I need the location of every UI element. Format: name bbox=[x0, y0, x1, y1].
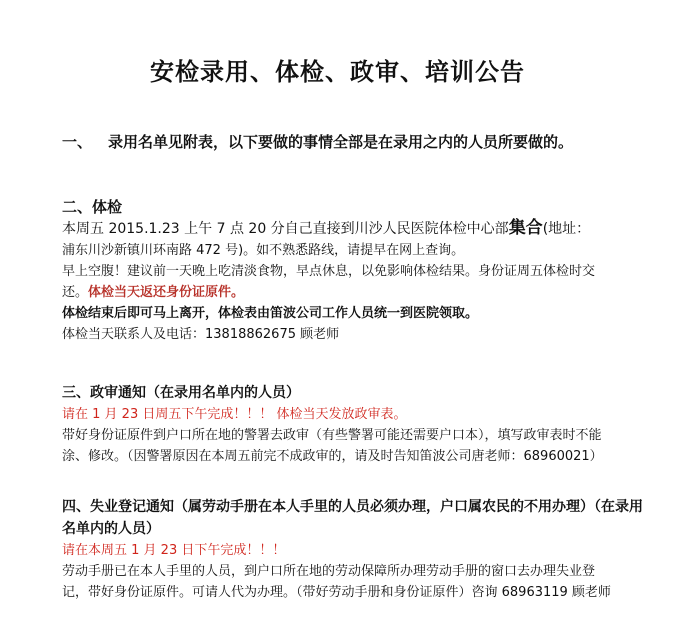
section-3-red-notice: 请在 1 月 23 日周五下午完成！！！ 体检当天发放政审表。 bbox=[62, 407, 407, 422]
section-4 bbox=[62, 496, 652, 603]
section-2-line-4-red: 体检当天返还身份证原件。 bbox=[88, 285, 245, 300]
section-3-line-1: 带好身份证原件到户口所在地的警署去政审（有些警署可能还需要户口本），填写政审表时不能 bbox=[62, 428, 602, 443]
section-2-line-5: 体检结束后即可马上离开，体检表由笛波公司工作人员统一到医院领取。 bbox=[62, 306, 479, 321]
section-4-heading-2: 名单内的人员） bbox=[62, 521, 160, 537]
section-3 bbox=[62, 382, 652, 467]
section-2-line-6: 体检当天联系人及电话：13818862675 顾老师 bbox=[62, 327, 340, 342]
section-1-number: 一、 bbox=[62, 133, 93, 151]
section-2-line-4 bbox=[62, 282, 652, 303]
section-2-line-1-a: 本周五 2015.1.23 上午 7 点 20 分自己直接到川沙人民医院体检中心部 bbox=[62, 221, 509, 237]
section-4-line-2: 记，带好身份证原件。可请人代为办理。（带好劳动手册和身份证原件）咨询 68963119 顾老师 bbox=[62, 585, 611, 600]
section-1 bbox=[62, 131, 652, 153]
section-2-line-2: 浦东川沙新镇川环南路 472 号)。如不熟悉路线，请提早在网上查询。 bbox=[62, 243, 465, 258]
section-2-line-1-c: (地址： bbox=[542, 221, 591, 237]
section-2 bbox=[62, 196, 652, 345]
section-2-line-3: 早上空腹！建议前一天晚上吃清淡食物，早点休息，以免影响体检结果。身份证周五体检时交 bbox=[62, 264, 596, 279]
section-2-line-1 bbox=[62, 218, 652, 240]
section-2-line-4-a: 还。 bbox=[62, 285, 89, 300]
page-title: 安检录用、体检、政审、培训公告 bbox=[150, 58, 525, 86]
section-3-heading: 三、政审通知（在录用名单内的人员） bbox=[62, 385, 300, 401]
section-4-red-notice: 请在本周五 1 月 23 日下午完成！！！ bbox=[62, 543, 286, 558]
section-1-line bbox=[62, 131, 652, 153]
section-2-heading: 二、体检 bbox=[62, 198, 123, 216]
section-3-line-2: 涂、修改。（因警署原因在本周五前完不成政审的，请及时告知笛波公司唐老师：68960021） bbox=[62, 449, 603, 464]
section-4-heading-1: 四、失业登记通知（属劳动手册在本人手里的人员必须办理，户口属农民的不用办理）（在录用 bbox=[62, 499, 643, 515]
section-4-line-1: 劳动手册已在本人手里的人员，到户口所在地的劳动保障所办理劳动手册的窗口去办理失业登 bbox=[62, 564, 596, 579]
section-1-text: 录用名单见附表，以下要做的事情全部是在录用之内的人员所要做的。 bbox=[108, 133, 574, 151]
section-2-line-1-emphasis: 集合 bbox=[508, 218, 543, 238]
